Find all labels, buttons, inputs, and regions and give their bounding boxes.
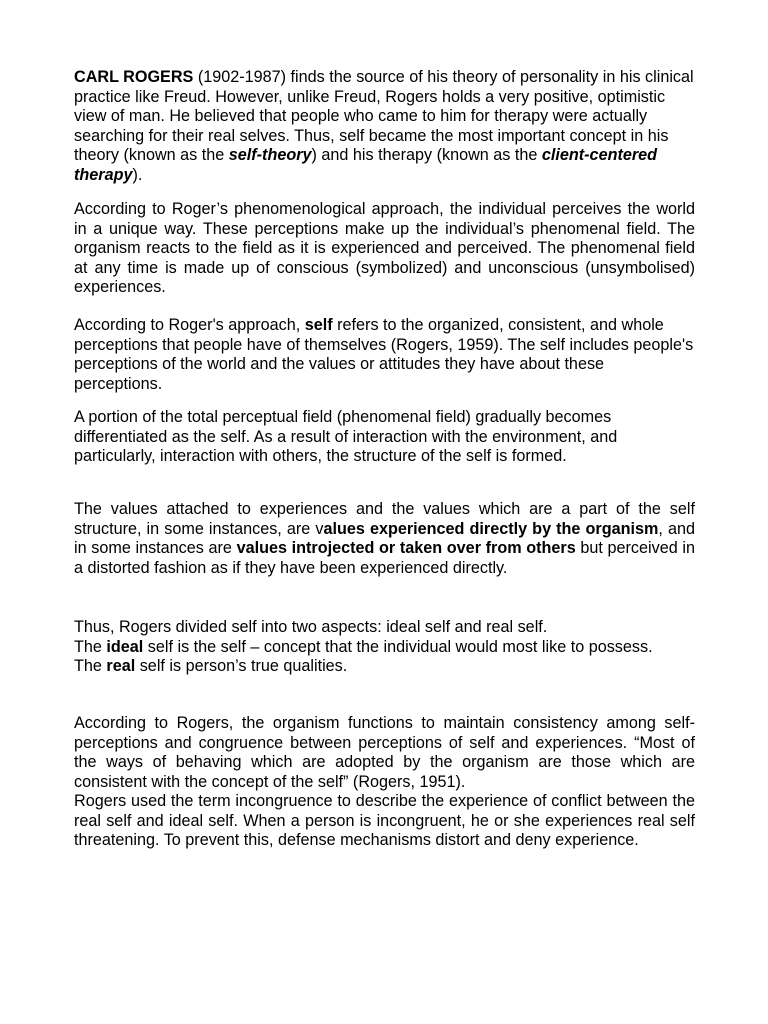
paragraph-values: The values attached to experiences and the values which are a part of the self structure, in some instances, are values experienced directly by the organism, and in some instances are values introjected or taken over from others but perceived in a distorted fashion as if they have been experienced directly. — [74, 500, 695, 577]
term-values-introjected: values introjected or taken over from others — [236, 539, 576, 557]
ideal-self-line: The ideal self is the self – concept that the individual would most like to possess. — [74, 637, 653, 656]
paragraph-perceptual-field: A portion of the total perceptual field (phenomenal field) gradually becomes differentiated as the self. As a result of interaction with the environment, and particularly, interaction with others, the structure of the self is formed. — [74, 408, 618, 465]
term-values-experienced: alues experienced directly by the organism — [323, 519, 659, 538]
author-name: CARL ROGERS — [74, 68, 194, 86]
two-aspects-line: Thus, Rogers divided self into two aspects: ideal self and real self. — [74, 618, 548, 636]
term-ideal: ideal — [106, 637, 144, 656]
paragraph-two-aspects — [74, 618, 695, 677]
term-self-theory: self-theory — [228, 146, 312, 164]
paragraph-intro: CARL ROGERS (1902-1987) finds the source of his theory of personality in his clinical practice like Freud. However, unlike Freud, Rogers holds a very positive, optimistic view of man. He believed that people who came to him for therapy were actually searching for their real selves. Thus, self became the most important concept in his theory (known as the self-theory) and his therapy (known as the client-centered therapy). — [74, 68, 694, 184]
paragraph-congruence: According to Rogers, the organism functions to maintain consistency among self-perceptions and congruence between perceptions of self and experiences. “Most of the ways of behaving which are adopted by the organism are those which are consistent with the concept of the self” (Rogers, 1951). — [74, 714, 695, 791]
real-self-line: The real self is person’s true qualities. — [74, 657, 348, 675]
paragraph-incongruence: Rogers used the term incongruence to describe the experience of conflict between the real self and ideal self. When a person is incongruent, he or she experiences real self threatening. To prevent this, defense mechanisms distort and deny experience. — [74, 792, 695, 849]
paragraph-congruence-block — [74, 714, 695, 851]
term-real: real — [106, 657, 136, 675]
term-self: self — [304, 316, 333, 334]
paragraph-phenomenological: According to Roger’s phenomenological approach, the individual perceives the world in a unique way. These perceptions make up the individual’s phenomenal field. The organism reacts to the field as it is experienced and perceived. The phenomenal field at any time is made up of conscious (symbolized) and unconscious (unsymbolised) experiences. — [74, 200, 695, 296]
term-client-centered-therapy: client-centered therapy — [74, 146, 658, 184]
paragraph-self-definition: According to Roger's approach, self refers to the organized, consistent, and whole perceptions that people have of themselves (Rogers, 1959). The self includes people's perceptions of the world and the values or attitudes they have about these perceptions. — [74, 316, 694, 393]
